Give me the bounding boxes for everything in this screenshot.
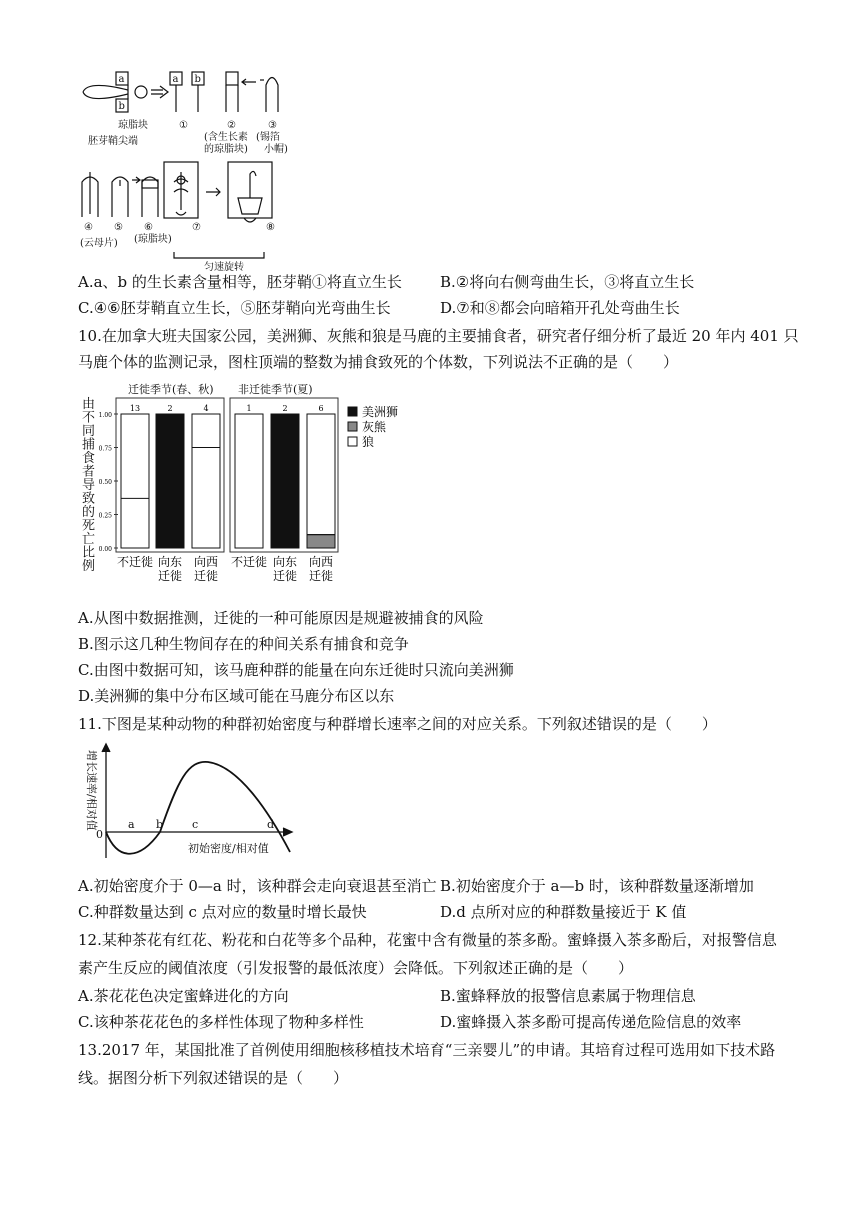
q10-option-c: C.由图中数据可知，该马鹿种群的能量在向东迁徙时只流向美洲狮 <box>78 661 514 679</box>
q11-option-a: A.初始密度介于 0—a 时，该种群会走向衰退甚至消亡 <box>78 877 437 895</box>
label-n8: ⑧ <box>266 222 275 233</box>
caption-3b: 小帽) <box>264 144 288 155</box>
legend-swatch-cougar <box>348 407 357 416</box>
y-tick-label-2: 0.50 <box>98 479 112 486</box>
q11-option-b: B.初始密度介于 a—b 时，该种群数量逐渐增加 <box>440 877 754 895</box>
caption-2b: 的琼脂块) <box>204 144 248 155</box>
bar-count-label-1: 13 <box>129 404 141 413</box>
point-d-label: d <box>267 818 275 831</box>
q10-bar-chart <box>78 380 378 590</box>
chart-ylabel: 由不同捕食者导致的死亡比例 <box>82 397 96 574</box>
panel1-title: 迁徙季节(春、秋) <box>128 383 214 396</box>
legend-label-grizzly: 灰熊 <box>362 420 387 434</box>
q9-option-c: C.④⑥胚芽鞘直立生长，⑤胚芽鞘向光弯曲生长 <box>78 299 391 317</box>
q9-option-d: D.⑦和⑧都会向暗箱开孔处弯曲生长 <box>440 299 680 317</box>
category-label-6-2: 迁徙 <box>308 569 334 583</box>
label-agar: 琼脂块 <box>118 120 148 131</box>
q9-option-a: A.a、b 的生长素含量相等，胚芽鞘①将直立生长 <box>78 273 402 291</box>
category-label-5-1: 向东 <box>272 555 298 569</box>
caption-rotate: 匀速旋转 <box>204 262 244 272</box>
label-a: a <box>118 74 125 85</box>
q10-option-a: A.从图中数据推测，迁徙的一种可能原因是规避被捕食的风险 <box>78 609 484 627</box>
bar-count-label-4: 1 <box>246 404 252 413</box>
label-n7: ⑦ <box>192 222 201 233</box>
label-n4: ④ <box>84 222 93 233</box>
label-n6: ⑥ <box>144 222 153 233</box>
legend-label-cougar: 美洲狮 <box>362 405 399 419</box>
q11-option-c: C.种群数量达到 c 点对应的数量时增长最快 <box>78 903 367 921</box>
q12-option-d: D.蜜蜂摄入茶多酚可提高传递危险信息的效率 <box>440 1013 742 1031</box>
caption-mica: (云母片) <box>80 238 118 249</box>
caption-3a: (锡箔 <box>256 132 280 143</box>
category-label-3-1: 向西 <box>193 555 219 569</box>
q11-stem: 11.下图是某种动物的种群初始密度与种群增长速率之间的对应关系。下列叙述错误的是（ ） <box>78 715 717 733</box>
bar-count-label-2: 2 <box>167 404 173 413</box>
point-c-label: c <box>192 818 199 831</box>
bar-2-0 <box>156 414 184 548</box>
label-b2: b <box>194 74 201 85</box>
q10-stem-line1: 10.在加拿大班夫国家公园，美洲狮、灰熊和狼是马鹿的主要捕食者，研究者仔细分析了最近 20 年内 401 只 <box>78 327 799 345</box>
category-label-1: 不迁徙 <box>116 555 154 569</box>
bar-count-label-5: 2 <box>282 404 288 413</box>
origin-label: 0 <box>96 828 103 841</box>
label-a2: a <box>172 74 179 85</box>
bar-1-2 <box>121 414 149 548</box>
bar-6-1 <box>307 535 335 548</box>
y-tick-label-0: 0.00 <box>98 546 112 553</box>
q10-legend <box>346 405 436 455</box>
point-b-label: b <box>156 818 164 831</box>
point-a-label: a <box>128 818 135 831</box>
q9-option-b: B.②将向右侧弯曲生长，③将直立生长 <box>440 273 695 291</box>
label-tip: 胚芽鞘尖端 <box>88 136 138 147</box>
bar-count-label-3: 4 <box>203 404 209 413</box>
q9-figure <box>78 62 298 272</box>
bar-count-label-6: 6 <box>318 404 324 413</box>
category-label-6-1: 向西 <box>308 555 334 569</box>
label-n5: ⑤ <box>114 222 123 233</box>
panel2-title: 非迁徙季节(夏) <box>238 383 313 396</box>
bar-4-2 <box>235 414 263 548</box>
q11-option-d: D.d 点所对应的种群数量接近于 K 值 <box>440 903 687 921</box>
q12-option-c: C.该种茶花花色的多样性体现了物种多样性 <box>78 1013 364 1031</box>
q12-stem-line2: 素产生反应的阈值浓度（引发报警的最低浓度）会降低。下列叙述正确的是（ ） <box>78 959 634 977</box>
bar-3-2 <box>192 414 220 548</box>
label-n1: ① <box>179 120 188 131</box>
bar-5-0 <box>271 414 299 548</box>
q13-stem-line1: 13.2017 年，某国批准了首例使用细胞核移植技术培育“三亲婴儿”的申请。其培育过程可选用如下技术路 <box>78 1041 776 1059</box>
category-label-3-2: 迁徙 <box>193 569 219 583</box>
growth-curve <box>106 762 290 854</box>
x-axis-label: 初始密度/相对值 <box>188 842 269 855</box>
label-n2: ② <box>227 120 236 131</box>
bar-6-2 <box>307 414 335 535</box>
legend-label-wolf: 狼 <box>362 435 375 449</box>
q12-stem-line1: 12.某种茶花有红花、粉花和白花等多个品种，花蜜中含有微量的茶多酚。蜜蜂摄入茶多酚后，对报警信息 <box>78 931 777 949</box>
q11-growth-curve <box>78 740 308 865</box>
label-n3: ③ <box>268 120 277 131</box>
category-label-5-2: 迁徙 <box>272 569 298 583</box>
q10-option-d: D.美洲狮的集中分布区域可能在马鹿分布区以东 <box>78 687 395 705</box>
q12-option-a: A.茶花花色决定蜜蜂进化的方向 <box>78 987 289 1005</box>
caption-2a: (含生长素 <box>204 132 248 143</box>
y-tick-label-3: 0.75 <box>98 445 112 453</box>
label-b: b <box>118 101 125 112</box>
y-tick-label-4: 1.00 <box>98 412 112 419</box>
q10-option-b: B.图示这几种生物间存在的种间关系有捕食和竞争 <box>78 635 409 653</box>
category-label-2-2: 迁徙 <box>157 569 183 583</box>
q12-option-b: B.蜜蜂释放的报警信息素属于物理信息 <box>440 987 696 1005</box>
q10-stem-line2: 马鹿个体的监测记录，图柱顶端的整数为捕食致死的个体数，下列说法不正确的是（ ） <box>78 353 679 371</box>
legend-swatch-grizzly <box>348 422 357 431</box>
category-label-4: 不迁徙 <box>230 555 268 569</box>
q13-stem-line2: 线。据图分析下列叙述错误的是（ ） <box>78 1069 349 1087</box>
category-label-2-1: 向东 <box>157 555 183 569</box>
caption-agar: (琼脂块) <box>134 234 172 245</box>
y-tick-label-1: 0.25 <box>98 512 112 520</box>
legend-swatch-wolf <box>348 437 357 446</box>
y-axis-label: 增长速率/相对值 <box>85 750 98 831</box>
